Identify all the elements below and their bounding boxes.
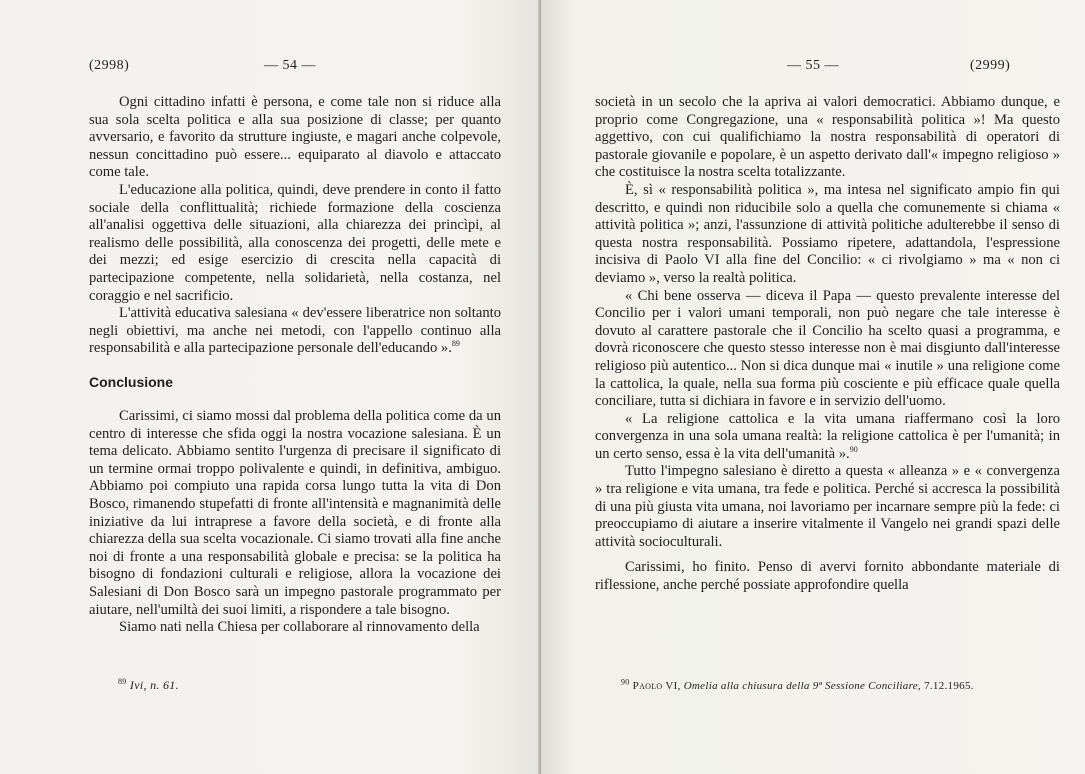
left-body-bottom xyxy=(89,408,501,637)
paragraph: Tutto l'impegno salesiano è diretto a questa « alleanza » e « convergenza » tra religione e vita umana, tra fede e politica. Perché si accresca la possibilità di una più giusta vita umana, noi lavoriamo per incarnare sempre più la fede: ci preoccupiamo di aiutare a inserire vitalmente il Vangelo nei grandi spazi delle attività socioculturali. xyxy=(595,463,1060,550)
paragraph: Carissimi, ho finito. Penso di avervi fornito abbondante materiale di riflessione, anche perché possiate approfondire quella xyxy=(595,559,1060,594)
footnote-number: 90 xyxy=(621,677,630,687)
footnote-number: 89 xyxy=(118,677,127,686)
paragraph: società in un secolo che la apriva ai valori democratici. Abbiamo dunque, e proprio come Congregazione, una « responsabilità politica »! Ma questo aggettivo, con cui qualifichiamo la nostra responsabilità di operatori di pastorale giovanile e popolare, è un aspetto derivato dall'« impegno religioso » che costituisce la nostra scelta totalizzante. xyxy=(595,94,1060,181)
note-reference: 90 xyxy=(849,445,858,455)
footnote-title: Omelia alla chiusura della 9ª Sessione Conciliare, xyxy=(683,680,921,692)
paragraph: È, sì « responsabilità politica », ma intesa nel significato ampio fin qui descritto, e quindi non riducibile solo a quella che comunemente si chiama « attività politica »; anzi, l'assunzione di attività politiche adulterebbe il senso di questa nostra responsabilità. Possiamo ripetere, adattandola, l'espressione incisiva di Paolo VI alla fine del Concilio: « ci rivolgiamo » ma « non ci deviamo », verso la realtà politica. xyxy=(595,181,1060,286)
footnote-date: 7.12.1965. xyxy=(924,680,974,692)
right-page xyxy=(541,0,1085,774)
paragraph: Carissimi, ci siamo mossi dal problema della politica come da un centro di interesse che sfida oggi la nostra vocazione salesiana. È un tema delicato. Abbiamo sentito l'urgenza di precisare il significato di un termine ormai troppo polivalente e quindi, in definitiva, ambiguo. Abbiamo poi compiuto una rapida corsa lungo tutta la vita di Don Bosco, rimanendo stupefatti di fronte all'intensità e magnanimità delle iniziative da lui intraprese a favore della società, e di fronte alla chiarezza della sua scelta vocazionale. Ci siamo trovati alla fine anche noi di fronte a una responsabilità globale e precisa: se la politica ha bisogno di fondazioni culturali e religiose, allora la vocazione dei Salesiani di Don Bosco sarà un impegno pastorale programmato per aiutare, nell'umiltà dei suoi limiti, a rispondere a tale bisogno. xyxy=(89,408,501,618)
left-footnote xyxy=(118,678,179,693)
footnote-author: Paolo VI, xyxy=(632,680,681,692)
right-body xyxy=(595,94,1060,595)
paragraph-text: L'attività educativa salesiana « dev'essere liberatrice non soltanto negli obiettivi, ma anche nei metodi, con l'appello continuo alla responsabilità e alla partecipazione personale dell'educando ». xyxy=(89,305,501,357)
paragraph: « Chi bene osserva — diceva il Papa — questo prevalente interesse del Concilio per i valori umani temporali, non può negare che tale interesse è dovuto al carattere pastorale che il Concilio ha scelto quasi a programma, e dovrà riconoscere che questo stesso interesse non è mai disgiunto dall'interesse religioso più autentico... Non si dica dunque mai « inutile » una religione come la cattolica, la quale, nella sua forma più cosciente e più efficace quale quella conciliare, tutta si dichiara in favore e in servizio dell'uomo. xyxy=(595,287,1060,410)
right-footnote xyxy=(621,677,974,692)
paragraph-text: « La religione cattolica e la vita umana riaffermano così la loro convergenza in una sola umana realtà: la religione cattolica è per l'umanità; in un certo senso, essa è la vita dell'umanità ». xyxy=(595,410,1060,462)
left-body-top xyxy=(89,94,501,358)
note-reference: 89 xyxy=(451,339,460,349)
paragraph: L'educazione alla politica, quindi, deve prendere in conto il fatto sociale della conflittualità; richiede formazione della coscienza all'analisi oggettiva delle situazioni, alla chiarezza dei princìpi, al realismo delle possibilità, alla conoscenza dei progetti, delle mete e dei mezzi; ed esige esercizio di crescita nella capacità di partecipazione competente, nella solidarietà, nella costanza, nel coraggio e nel sacrificio. xyxy=(89,181,501,304)
right-page-code: (2999) xyxy=(970,58,1011,73)
paragraph: Ogni cittadino infatti è persona, e come tale non si riduce alla sua sola scelta politica e alla sua posizione di classe; per quanto avversario, e favorito da strutture ingiuste, e magari anche colpevole, nessun concittadino può essere... equiparato al diavolo e attaccato come tale. xyxy=(89,94,501,181)
section-heading: Conclusione xyxy=(89,374,174,390)
left-page xyxy=(0,0,541,774)
paragraph xyxy=(89,305,501,358)
paragraph xyxy=(595,411,1060,464)
right-page-number: — 55 — xyxy=(787,58,839,73)
left-page-code: (2998) xyxy=(89,58,130,73)
footnote-text: Ivi, n. 61. xyxy=(129,678,179,692)
left-page-number: — 54 — xyxy=(264,58,316,73)
paragraph: Siamo nati nella Chiesa per collaborare al rinnovamento della xyxy=(119,619,480,636)
